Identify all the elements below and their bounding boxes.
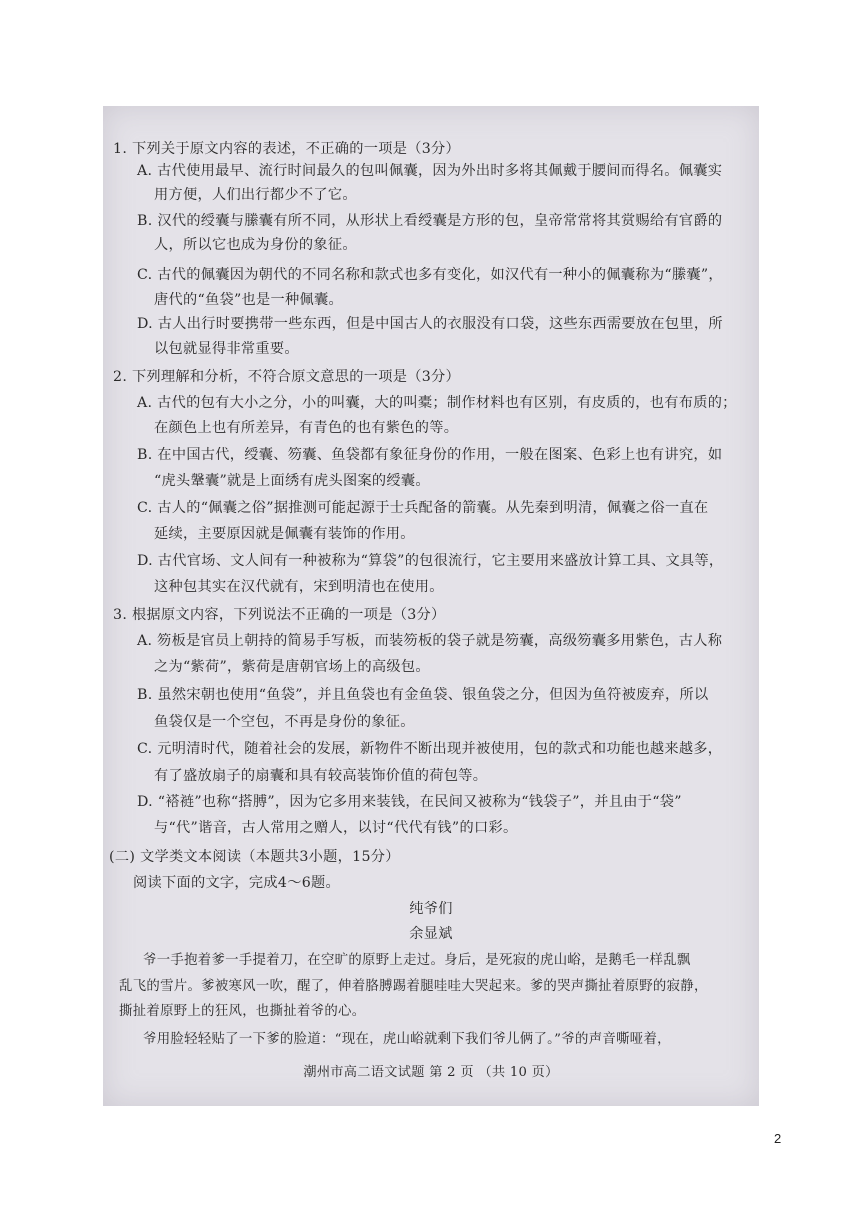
question-2-option-c: C. 古人的“佩囊之俗”据推测可能起源于士兵配备的箭囊。从先秦到明清，佩囊之俗一直在 [137, 500, 709, 516]
question-1-option-d-cont: 以包就显得非常重要。 [154, 341, 299, 357]
question-3-option-d-cont: 与“代”谐音，古人常用之赠人，以讨“代代有钱”的口彩。 [154, 820, 518, 836]
question-1-option-b-cont: 人，所以它也成为身份的象征。 [154, 237, 357, 253]
story-paragraph-2-line-1: 爷用脸轻轻贴了一下爹的脸道：“现在，虎山峪就剩下我们爷儿俩了。”爷的声音嘶哑着， [143, 1032, 671, 1047]
question-3-option-a-cont: 之为“紫荷”，紫荷是唐朝官场上的高级包。 [154, 659, 430, 675]
story-title: 纯爷们 [409, 901, 453, 917]
story-paragraph-1-line-2: 乱飞的雪片。爹被寒风一吹，醒了，伸着胳膊踢着腿哇哇大哭起来。爹的哭声撕扯着原野的寂静， [119, 979, 708, 994]
question-1-option-a: A. 古代使用最早、流行时间最久的包叫佩囊，因为外出时多将其佩戴于腰间而得名。佩囊实 [137, 163, 723, 179]
question-3-option-b: B. 虽然宋朝也使用“鱼袋”，并且鱼袋也有金鱼袋、银鱼袋之分，但因为鱼符被废弃，所以 [137, 687, 709, 703]
story-paragraph-1-line-3: 撕扯着原野上的狂风，也撕扯着爷的心。 [119, 1004, 366, 1019]
question-3-option-c-cont: 有了盛放扇子的扇囊和具有较高装饰价值的荷包等。 [154, 768, 488, 784]
question-3-stem: 3. 根据原文内容，下列说法不正确的一项是（3分） [113, 607, 446, 623]
question-2-option-b: B. 在中国古代，绶囊、笏囊、鱼袋都有象征身份的作用，一般在图案、色彩上也有讲究，如 [137, 447, 723, 463]
exam-content [103, 106, 759, 1106]
question-1-option-d: D. 古人出行时要携带一些东西，但是中国古人的衣服没有口袋，这些东西需要放在包里，所 [137, 316, 723, 332]
question-3-option-c: C. 元明清时代，随着社会的发展，新物件不断出现并被使用，包的款式和功能也越来越多， [137, 741, 723, 757]
question-3-option-b-cont: 鱼袋仅是一个空包，不再是身份的象征。 [154, 714, 415, 730]
question-2-option-d: D. 古代官场、文人间有一种被称为“算袋”的包很流行，它主要用来盛放计算工具、文具等， [137, 553, 724, 569]
question-2-stem: 2. 下列理解和分析，不符合原文意思的一项是（3分） [113, 369, 460, 385]
question-1-stem: 1. 下列关于原文内容的表述，不正确的一项是（3分） [113, 141, 460, 157]
question-1-option-c-cont: 唐代的“鱼袋”也是一种佩囊。 [154, 292, 343, 308]
question-1-option-a-cont: 用方便，人们出行都少不了它。 [154, 187, 357, 203]
reading-instruction: 阅读下面的文字，完成4～6题。 [133, 875, 340, 891]
page-number: 2 [774, 1131, 782, 1146]
section-heading: (二) 文学类文本阅读（本题共3小题，15分） [109, 849, 400, 865]
question-2-option-b-cont: “虎头鞶囊”就是上面绣有虎头图案的绶囊。 [154, 473, 430, 489]
story-author: 余显斌 [409, 926, 453, 942]
question-2-option-a-cont: 在颜色上也有所差异，有青色的也有紫色的等。 [154, 420, 459, 436]
question-3-option-a: A. 笏板是官员上朝持的简易手写板，而装笏板的袋子就是笏囊，高级笏囊多用紫色，古人称 [137, 633, 723, 649]
scanned-exam-page [103, 106, 759, 1106]
page-footer: 潮州市高二语文试题 第 2 页 （共 10 页） [303, 1065, 559, 1080]
story-paragraph-1-line-1: 爷一手抱着爹一手提着刀，在空旷的原野上走过。身后，是死寂的虎山峪，是鹅毛一样乱飘 [143, 953, 691, 968]
question-2-option-a: A. 古代的包有大小之分，小的叫囊，大的叫橐；制作材料也有区别，有皮质的，也有布质的； [137, 395, 737, 411]
question-3-option-d: D. “褡裢”也称“搭膊”，因为它多用来装钱，在民间又被称为“钱袋子”，并且由于“袋” [137, 794, 682, 810]
question-2-option-d-cont: 这种包其实在汉代就有，宋到明清也在使用。 [154, 579, 444, 595]
question-2-option-c-cont: 延续，主要原因就是佩囊有装饰的作用。 [154, 526, 415, 542]
question-1-option-b: B. 汉代的绶囊与縢囊有所不同，从形状上看绶囊是方形的包，皇帝常常将其赏赐给有官爵的 [137, 213, 723, 229]
question-1-option-c: C. 古代的佩囊因为朝代的不同名称和款式也多有变化，如汉代有一种小的佩囊称为“縢囊”， [137, 267, 723, 283]
